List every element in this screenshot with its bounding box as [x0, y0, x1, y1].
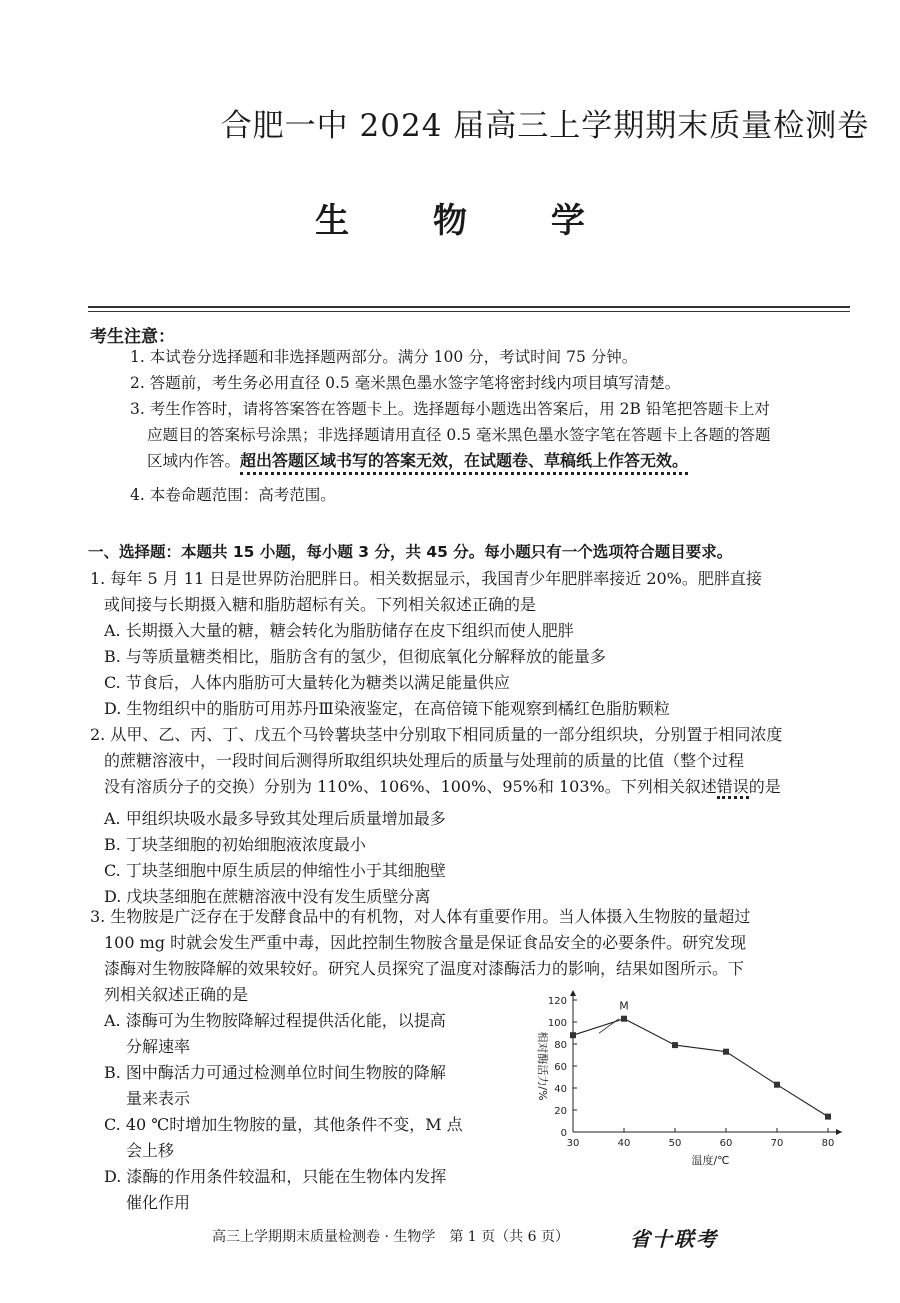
x-tick-label: 80	[821, 1138, 835, 1149]
question-1-option-b: B. 与等质量糖类相比，脂肪含有的氢少，但彻底氧化分解释放的能量多	[104, 647, 606, 666]
notice-item-4: 4. 本卷命题范围：高考范围。	[130, 486, 336, 504]
series-line	[573, 1019, 828, 1117]
question-3-option-d-line-2: 催化作用	[126, 1193, 191, 1212]
x-axis-label: 温度/℃	[691, 1154, 730, 1167]
x-tick-label: 60	[719, 1138, 733, 1149]
y-axis-arrow	[570, 990, 576, 996]
y-tick-label: 80	[554, 1040, 567, 1051]
data-point	[621, 1016, 627, 1022]
question-2-option-c: C. 丁块茎细胞中原生质层的伸缩性小于其细胞壁	[104, 861, 446, 880]
question-2-stem-part-c: 的是	[748, 777, 781, 796]
notice-item-3-line-2: 应题目的答案标号涂黑；非选择题请用直径 0.5 毫米黑色墨水签字笔在答题卡上各题的答题	[147, 426, 771, 444]
notice-item-3-emphasis: 超出答题区域书写的答案无效，在试题卷、草稿纸上作答无效。	[240, 451, 688, 475]
y-axis-label: 相对酶活力/%	[536, 1031, 549, 1101]
data-point	[672, 1042, 678, 1048]
question-3-option-a	[90, 1008, 524, 1060]
y-tick-label: 40	[554, 1084, 567, 1095]
x-axis-arrow	[836, 1129, 842, 1135]
y-tick-label: 20	[554, 1106, 567, 1117]
question-2-stem-part-a: 没有溶质分子的交换）分别为 110%、106%、100%、95%和 103%。下列相关叙述	[104, 777, 717, 796]
exam-title: 合肥一中 2024 届高三上学期期末质量检测卷	[220, 108, 870, 144]
question-1-option-d: D. 生物组织中的脂肪可用苏丹Ⅲ染液鉴定，在高倍镜下能观察到橘红色脂肪颗粒	[104, 699, 670, 718]
question-3-option-d-line-1: D. 漆酶的作用条件较温和，只能在生物体内发挥	[104, 1167, 447, 1186]
question-3-stem-line-3: 漆酶对生物胺降解的效果较好。研究人员探究了温度对漆酶活力的影响，结果如图所示。下	[104, 959, 745, 978]
question-3-option-b	[90, 1060, 524, 1112]
question-3-option-a-line-2: 分解速率	[126, 1037, 191, 1056]
section-heading: 一、选择题：本题共 15 小题，每小题 3 分，共 45 分。每小题只有一个选项符合题目要求。	[88, 543, 733, 561]
question-2-stem-line-1: 2. 从甲、乙、丙、丁、戊五个马铃薯块茎中分别取下相同质量的一部分组织块，分别置于相同浓度	[90, 725, 783, 744]
question-3-stem-line-1: 3. 生物胺是广泛存在于发酵食品中的有机物，对人体有重要作用。当人体摄入生物胺的量超过	[90, 907, 751, 926]
question-1-stem-line-2: 或间接与长期摄入糖和脂肪超标有关。下列相关叙述正确的是	[104, 595, 537, 614]
notice-heading: 考生注意：	[90, 327, 175, 347]
chart-plot-area	[536, 990, 842, 1167]
question-1-stem-line-1: 1. 每年 5 月 11 日是世界防治肥胖日。相关数据显示，我国青少年肥胖率接近 20%。肥胖直接	[90, 569, 762, 588]
question-3-option-c-line-1: C. 40 ℃时增加生物胺的量，其他条件不变，M 点	[104, 1115, 463, 1134]
question-3-stem-line-4: 列相关叙述正确的是	[104, 985, 249, 1004]
question-2-emphasis: 错误	[717, 777, 749, 799]
question-2-option-b: B. 丁块茎细胞的初始细胞液浓度最小	[104, 835, 366, 854]
notice-list	[130, 344, 855, 508]
notice-item-3-plain: 区域内作答。	[147, 452, 241, 470]
x-tick-label: 50	[668, 1138, 682, 1149]
question-2-stem-line-2: 的蔗糖溶液中，一段时间后测得所取组织块处理后的质量与处理前的质量的比值（整个过程	[104, 751, 745, 770]
notice-item-1: 1. 本试卷分选择题和非选择题两部分。满分 100 分，考试时间 75 分钟。	[130, 348, 638, 366]
question-3-option-c-line-2: 会上移	[126, 1141, 175, 1160]
annotation-m: M	[619, 999, 629, 1013]
data-point	[723, 1049, 729, 1055]
notice-item-3-line-1: 3. 考生作答时，请将答案答在答题卡上。选择题每小题选出答案后，用 2B 铅笔把答题卡上对	[130, 400, 770, 418]
data-point	[825, 1114, 831, 1120]
question-2-option-d: D. 戊块茎细胞在蔗糖溶液中没有发生质壁分离	[104, 887, 431, 906]
x-tick-label: 40	[617, 1138, 631, 1149]
x-tick-label: 30	[566, 1138, 580, 1149]
subject-title: 生 物 学	[315, 201, 621, 241]
data-point	[570, 1032, 576, 1038]
header-divider	[88, 306, 850, 308]
header-divider-thin	[88, 311, 850, 312]
question-3-option-b-line-1: B. 图中酶活力可通过检测单位时间生物胺的降解	[104, 1063, 446, 1082]
y-tick-label: 120	[547, 996, 567, 1007]
footer-text: 高三上学期期末质量检测卷 · 生物学 第 1 页（共 6 页）	[212, 1229, 569, 1245]
enzyme-activity-chart	[525, 985, 860, 1170]
x-tick-label: 70	[770, 1138, 784, 1149]
question-2-stem-line-3	[90, 774, 860, 800]
question-3-option-a-line-1: A. 漆酶可为生物胺降解过程提供活化能，以提高	[104, 1011, 446, 1030]
question-3-option-c	[90, 1112, 524, 1164]
question-1	[90, 566, 860, 722]
question-3-option-b-line-2: 量来表示	[126, 1089, 191, 1108]
footer-brand-logo: 省十联考	[630, 1227, 718, 1251]
notice-item-3-line-3	[130, 448, 855, 474]
question-3-stem-line-2: 100 mg 时就会发生严重中毒，因此控制生物胺含量是保证食品安全的必要条件。研究发现	[104, 933, 747, 952]
question-2	[90, 722, 860, 910]
question-2-option-a: A. 甲组织块吸水最多导致其处理后质量增加最多	[104, 809, 446, 828]
y-tick-label: 0	[560, 1128, 567, 1139]
y-tick-label: 60	[554, 1062, 567, 1073]
question-1-option-a: A. 长期摄入大量的糖，糖会转化为脂肪储存在皮下组织而使人肥胖	[104, 621, 574, 640]
question-3-option-d	[90, 1164, 524, 1216]
question-1-option-c: C. 节食后，人体内脂肪可大量转化为糖类以满足能量供应	[104, 673, 510, 692]
notice-item-2: 2. 答题前，考生务必用直径 0.5 毫米黑色墨水签字笔将密封线内项目填写清楚。	[130, 374, 681, 392]
y-tick-label: 100	[547, 1018, 567, 1029]
data-point	[774, 1082, 780, 1088]
